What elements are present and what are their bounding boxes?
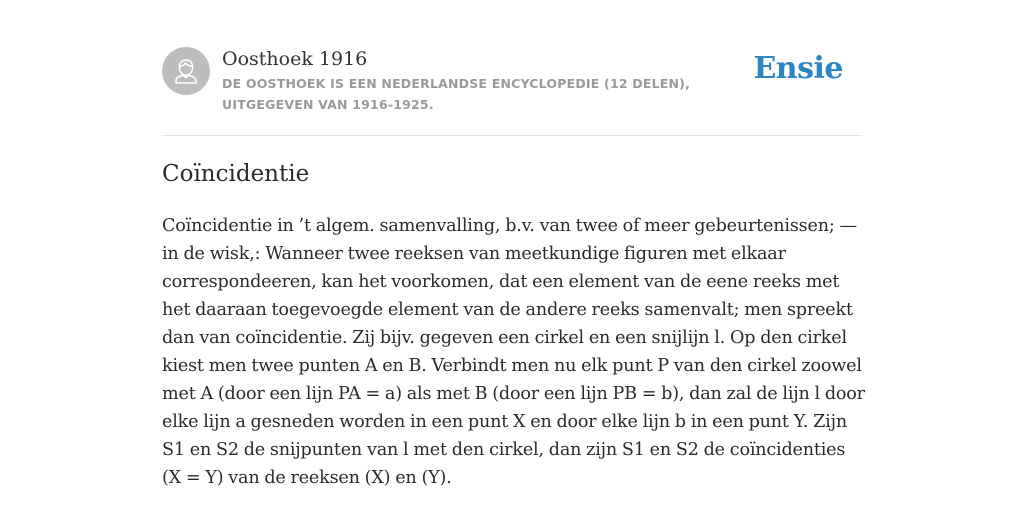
source-description: DE OOSTHOEK IS EEN NEDERLANDSE ENCYCLOPEDIE (12 DELEN), UITGEGEVEN VAN 1916-1925. [222, 76, 691, 112]
header-divider [162, 135, 862, 136]
user-icon [162, 47, 210, 95]
source-name[interactable]: Oosthoek 1916 [222, 48, 368, 70]
entry-title: Coïncidentie [162, 161, 310, 187]
brand-logo[interactable]: Ensie [753, 51, 843, 86]
entry-body: Coïncidentie in ’t algem. samenvalling, b.v. van twee of meer gebeurtenissen; — in de wisk,: Wanneer twee reeksen van meetkundige figuren met elkaar correspondeeren, kan het voorkomen, dat een element van de eene reeks met het daaraan toegevoegde element van de andere reeks samenvalt; men spreekt dan van coïncidentie. Zij bijv. gegeven een cirkel en een snijlijn l. Op den cirkel kiest men twee punten A en B. Verbindt men nu elk punt P van den cirkel zoowel met A (door een lijn PA = a) als met B (door een lijn PB = b), dan zal de lijn l door elke lijn a gesneden worden in een punt X en door elke lijn b in een punt Y. Zijn S1 en S2 de snijpunten van l met den cirkel, dan zijn S1 en S2 de coïncidenties (X = Y) van de reeksen (X) en (Y). [162, 216, 865, 488]
source-header [162, 47, 862, 135]
source-avatar[interactable] [162, 47, 210, 95]
